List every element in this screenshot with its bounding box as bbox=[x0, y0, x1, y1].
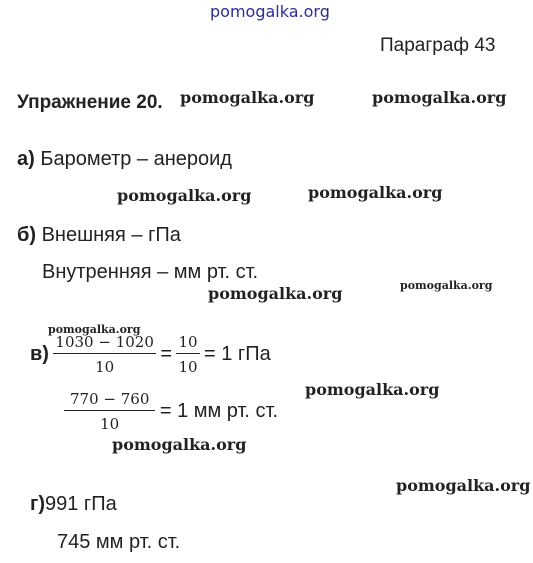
answer-v-formula-1: в) $\frac{1030 - 1020}{10}$ = $\frac{10}{10}$ = 1 гПа bbox=[30, 333, 271, 376]
watermark: pomogalka.org bbox=[305, 380, 440, 399]
formula-result: = 1 мм рт. ст. bbox=[159, 400, 279, 422]
answer-v-formula-2 bbox=[64, 390, 278, 433]
fraction-denominator: 10 bbox=[100, 415, 120, 433]
watermark-small: pomogalka.org bbox=[400, 279, 493, 292]
fraction-numerator: 10 bbox=[176, 333, 199, 354]
answer-v-marker: в) bbox=[30, 343, 49, 365]
fraction-numerator: 1030 − 1020 bbox=[53, 333, 155, 354]
watermark: pomogalka.org bbox=[396, 476, 531, 495]
watermark: pomogalka.org bbox=[208, 284, 343, 303]
watermark: pomogalka.org bbox=[112, 435, 247, 454]
answer-g bbox=[30, 493, 117, 516]
watermark: pomogalka.org bbox=[308, 183, 443, 202]
answer-a-marker: а) bbox=[17, 148, 35, 170]
watermark: pomogalka.org bbox=[372, 88, 507, 107]
watermark: pomogalka.org bbox=[180, 88, 315, 107]
answer-b-line2: Внутренняя – мм рт. ст. bbox=[42, 261, 259, 283]
fraction-denominator: 10 bbox=[178, 358, 198, 376]
answer-a-text: Барометр – анероид bbox=[40, 148, 232, 170]
answer-g-line2: 745 мм рт. ст. bbox=[57, 531, 181, 553]
watermark: pomogalka.org bbox=[117, 186, 252, 205]
watermark-small: pomogalka.org bbox=[48, 323, 141, 336]
answer-a bbox=[17, 148, 232, 171]
watermark-top: pomogalka.org bbox=[210, 2, 330, 21]
answer-b bbox=[17, 224, 181, 247]
fraction-numerator: 770 − 760 bbox=[64, 390, 155, 411]
answer-b-marker: б) bbox=[17, 224, 37, 246]
formula-result: = 1 гПа bbox=[204, 343, 271, 365]
answer-g-marker: г) bbox=[30, 493, 45, 515]
answer-b-line1: Внешняя – гПа bbox=[41, 224, 181, 246]
paragraph-label: Параграф 43 bbox=[380, 35, 496, 56]
fraction bbox=[64, 390, 155, 433]
fraction bbox=[176, 333, 199, 376]
answer-g-line1: 991 гПа bbox=[45, 493, 117, 515]
exercise-title: Упражнение 20. bbox=[17, 92, 163, 113]
fraction bbox=[53, 333, 155, 376]
fraction-denominator: 10 bbox=[95, 358, 115, 376]
